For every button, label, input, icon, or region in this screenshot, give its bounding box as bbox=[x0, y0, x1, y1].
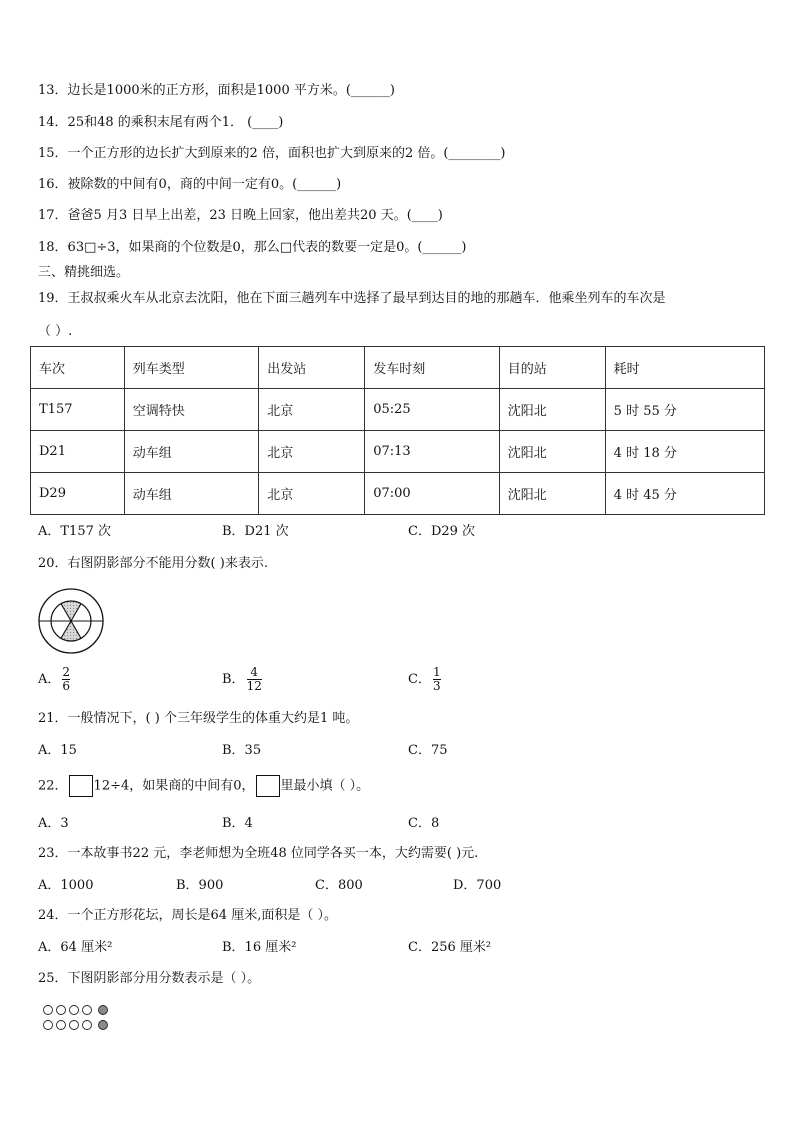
circles-figure bbox=[42, 1002, 114, 1034]
table-cell: 05:25 bbox=[365, 389, 500, 431]
circle-shaded bbox=[99, 1006, 108, 1015]
denominator: 6 bbox=[62, 679, 71, 693]
q23-option-c[interactable]: C．800 bbox=[315, 878, 363, 893]
table-cell: 沈阳北 bbox=[499, 431, 605, 473]
question-25: 25．下图阴影部分用分数表示是（ ）。 bbox=[38, 971, 261, 986]
q21-option-c[interactable]: C．75 bbox=[408, 743, 448, 758]
question-16: 16．被除数的中间有0，商的中间一定有0。(______) bbox=[38, 177, 342, 192]
section-3-heading: 三、精挑细选。 bbox=[38, 265, 130, 280]
q24-option-a[interactable]: A．64 厘米² bbox=[38, 940, 113, 955]
q19-option-a[interactable]: A．T157 次 bbox=[38, 524, 112, 539]
table-cell: T157 bbox=[31, 389, 125, 431]
question-23: 23．一本故事书22 元，李老师想为全班48 位同学各买一本，大约需要( )元. bbox=[38, 846, 479, 861]
circle-shaded bbox=[99, 1021, 108, 1030]
circle-empty bbox=[57, 1006, 66, 1015]
q19-option-b[interactable]: B．D21 次 bbox=[222, 524, 289, 539]
q22-option-a[interactable]: A．3 bbox=[38, 816, 69, 831]
option-label: A． bbox=[38, 672, 61, 687]
fraction bbox=[247, 666, 262, 693]
table-cell: D21 bbox=[31, 431, 125, 473]
table-cell: 4 时 45 分 bbox=[605, 473, 764, 515]
q20-option-a[interactable] bbox=[38, 666, 70, 693]
train-table bbox=[30, 346, 765, 515]
q20-option-b[interactable] bbox=[222, 666, 262, 693]
blank-box[interactable] bbox=[69, 775, 93, 797]
denominator: 12 bbox=[246, 679, 262, 693]
table-header-cell: 发车时刻 bbox=[365, 347, 500, 389]
question-22 bbox=[38, 775, 369, 797]
table-header-cell: 耗时 bbox=[605, 347, 764, 389]
q23-option-a[interactable]: A．1000 bbox=[38, 878, 94, 893]
question-20: 20．右图阴影部分不能用分数( )来表示. bbox=[38, 556, 268, 571]
table-cell: 空调特快 bbox=[124, 389, 259, 431]
table-cell: 动车组 bbox=[124, 473, 259, 515]
option-label: B． bbox=[222, 672, 245, 687]
circle-empty bbox=[44, 1006, 53, 1015]
table-cell: 07:00 bbox=[365, 473, 500, 515]
table-header-cell: 目的站 bbox=[499, 347, 605, 389]
q22-option-b[interactable]: B．4 bbox=[222, 816, 253, 831]
table-cell: 沈阳北 bbox=[499, 389, 605, 431]
question-17: 17．爸爸5 月3 日早上出差，23 日晚上回家，他出差共20 天。(____) bbox=[38, 208, 443, 223]
q24-option-b[interactable]: B．16 厘米² bbox=[222, 940, 297, 955]
numerator: 4 bbox=[250, 665, 259, 679]
q20-option-c[interactable] bbox=[408, 666, 441, 693]
table-row bbox=[31, 389, 765, 431]
circle-empty bbox=[70, 1021, 79, 1030]
table-cell: 北京 bbox=[259, 431, 365, 473]
question-18: 18．63□÷3，如果商的个位数是0，那么□代表的数要一定是0。(______) bbox=[38, 240, 467, 255]
shaded-circle-figure bbox=[36, 586, 106, 656]
circle-empty bbox=[83, 1021, 92, 1030]
table-cell: 5 时 55 分 bbox=[605, 389, 764, 431]
table-cell: 动车组 bbox=[124, 431, 259, 473]
numerator: 1 bbox=[432, 665, 441, 679]
q22-option-c[interactable]: C．8 bbox=[408, 816, 440, 831]
q22-middle: 12÷4，如果商的中间有0， bbox=[93, 778, 255, 794]
table-cell: D29 bbox=[31, 473, 125, 515]
circle-empty bbox=[70, 1006, 79, 1015]
table-cell: 北京 bbox=[259, 473, 365, 515]
question-14: 14．25和48 的乘积末尾有两个1． (____) bbox=[38, 115, 284, 130]
q21-option-b[interactable]: B．35 bbox=[222, 743, 262, 758]
circle-empty bbox=[83, 1006, 92, 1015]
denominator: 3 bbox=[432, 679, 441, 693]
table-row bbox=[31, 431, 765, 473]
table-row bbox=[31, 473, 765, 515]
table-header-row bbox=[31, 347, 765, 389]
question-19: 19．王叔叔乘火车从北京去沈阳，他在下面三趟列车中选择了最早到达目的地的那趟车．他乘坐列车的车次是 bbox=[38, 291, 666, 306]
q23-option-b[interactable]: B．900 bbox=[176, 878, 224, 893]
table-header-cell: 列车类型 bbox=[124, 347, 259, 389]
question-13: 13．边长是1000米的正方形，面积是1000 平方米。(______) bbox=[38, 83, 395, 98]
option-label: C． bbox=[408, 672, 431, 687]
q21-option-a[interactable]: A．15 bbox=[38, 743, 77, 758]
table-cell: 07:13 bbox=[365, 431, 500, 473]
table-header-cell: 车次 bbox=[31, 347, 125, 389]
question-21: 21．一般情况下，( ) 个三年级学生的体重大约是1 吨。 bbox=[38, 711, 359, 726]
circle-empty bbox=[44, 1021, 53, 1030]
q24-option-c[interactable]: C．256 厘米² bbox=[408, 940, 492, 955]
blank-box[interactable] bbox=[256, 775, 280, 797]
table-cell: 北京 bbox=[259, 389, 365, 431]
fraction bbox=[433, 666, 441, 693]
table-cell: 4 时 18 分 bbox=[605, 431, 764, 473]
circle-empty bbox=[57, 1021, 66, 1030]
q23-option-d[interactable]: D．700 bbox=[453, 878, 502, 893]
question-24: 24．一个正方形花坛，周长是64 厘米,面积是（ ）。 bbox=[38, 908, 337, 923]
question-19-blank: （ ）. bbox=[38, 324, 73, 339]
table-header-cell: 出发站 bbox=[259, 347, 365, 389]
q22-prefix: 22． bbox=[38, 778, 68, 794]
table-cell: 沈阳北 bbox=[499, 473, 605, 515]
q19-option-c[interactable]: C．D29 次 bbox=[408, 524, 476, 539]
question-15: 15．一个正方形的边长扩大到原来的2 倍，面积也扩大到原来的2 倍。(________) bbox=[38, 146, 506, 161]
numerator: 2 bbox=[62, 665, 71, 679]
q22-suffix: 里最小填（ ）。 bbox=[280, 778, 370, 794]
fraction bbox=[62, 666, 70, 693]
